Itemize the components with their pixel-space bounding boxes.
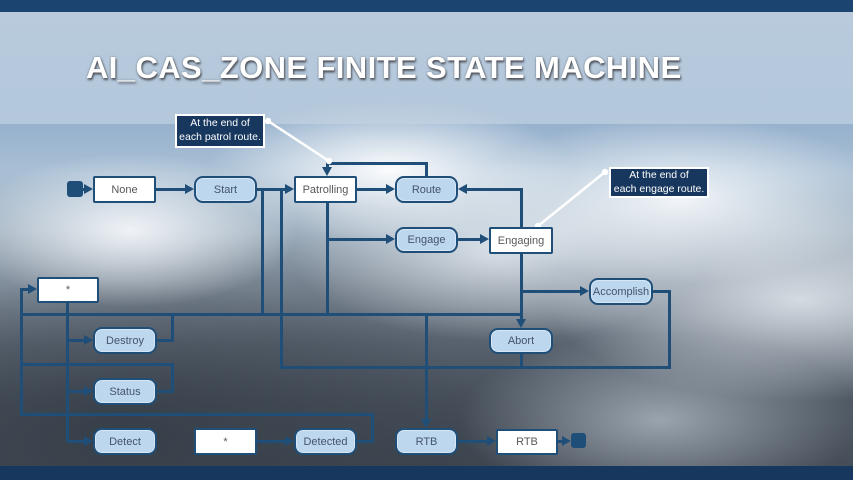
arrowhead bbox=[516, 319, 526, 328]
edge-detected-return-v bbox=[371, 413, 374, 443]
arrowhead bbox=[458, 184, 467, 194]
edge-patrolling-drop bbox=[326, 203, 329, 316]
edge-v262 bbox=[261, 190, 264, 315]
state-any-1: * bbox=[37, 277, 99, 303]
edge-engaging-drop bbox=[520, 254, 523, 320]
state-none: None bbox=[93, 176, 156, 203]
top-bar bbox=[0, 0, 853, 12]
initial-state-marker bbox=[67, 181, 83, 197]
edge-engaging-up bbox=[520, 188, 523, 229]
final-state-marker bbox=[571, 433, 586, 448]
state-engaging: Engaging bbox=[489, 227, 553, 254]
arrowhead bbox=[84, 436, 93, 446]
edge-v670 bbox=[668, 290, 671, 369]
bottom-bar bbox=[0, 466, 853, 480]
edge-status-return-v bbox=[171, 363, 174, 392]
edge-abort-drop bbox=[520, 354, 523, 368]
edge-destroy-return-v bbox=[171, 313, 174, 342]
edge-rtb-drop bbox=[425, 315, 428, 420]
state-patrolling: Patrolling bbox=[294, 176, 357, 203]
state-any-2: * bbox=[194, 428, 257, 455]
edge-detected-return-top bbox=[20, 413, 374, 416]
arrowhead bbox=[580, 286, 589, 296]
edge-to-destroy bbox=[68, 339, 85, 342]
arrowhead bbox=[386, 234, 395, 244]
arrowhead bbox=[84, 335, 93, 345]
callout-patrol-route bbox=[175, 114, 265, 148]
edge-star1-drop bbox=[66, 303, 69, 442]
event-detected: Detected bbox=[294, 428, 357, 455]
arrowhead bbox=[185, 184, 194, 194]
arrowhead bbox=[28, 284, 37, 294]
arrowhead bbox=[84, 184, 93, 194]
page-title: AI_CAS_ZONE FINITE STATE MACHINE bbox=[86, 50, 682, 85]
edge-rtb-rtb bbox=[458, 440, 488, 443]
event-detect: Detect bbox=[93, 428, 157, 455]
event-engage: Engage bbox=[395, 227, 458, 253]
edge-status-return-top bbox=[20, 363, 174, 366]
edge-patrolling-route bbox=[357, 188, 387, 191]
callout-engage-route bbox=[609, 167, 709, 198]
edge-v21 bbox=[20, 289, 23, 415]
edge-patrolling-engage bbox=[329, 238, 387, 241]
state-rtb: RTB bbox=[496, 429, 558, 455]
edge-return-bus bbox=[280, 366, 671, 369]
edge-mid-bus bbox=[20, 313, 523, 316]
edge-engaging-route bbox=[467, 188, 522, 191]
event-rtb: RTB bbox=[395, 428, 458, 455]
edge-status-return-h bbox=[157, 390, 174, 393]
callout-text: At the end of bbox=[190, 117, 250, 130]
event-accomplish: Accomplish bbox=[589, 278, 653, 305]
arrowhead bbox=[84, 386, 93, 396]
event-start: Start bbox=[194, 176, 257, 203]
edge-to-detect bbox=[68, 440, 85, 443]
arrowhead bbox=[487, 436, 496, 446]
arrowhead bbox=[480, 234, 489, 244]
edge-v281 bbox=[280, 190, 283, 368]
arrowhead bbox=[562, 436, 571, 446]
callout-text: At the end of bbox=[629, 168, 689, 181]
edge-to-status bbox=[68, 390, 85, 393]
arrowhead bbox=[285, 184, 294, 194]
edge-none-start bbox=[156, 188, 186, 191]
arrowhead bbox=[285, 436, 294, 446]
arrowhead bbox=[421, 419, 431, 428]
event-route: Route bbox=[395, 176, 458, 203]
edge-route-loop-top bbox=[326, 162, 428, 165]
event-destroy: Destroy bbox=[93, 327, 157, 354]
edge-star2-detected bbox=[257, 440, 286, 443]
callout-text: each engage route. bbox=[613, 182, 705, 195]
callout-text: each patrol route. bbox=[179, 131, 261, 143]
edge-to-accomplish bbox=[520, 290, 581, 293]
event-status: Status bbox=[93, 378, 157, 405]
event-abort: Abort bbox=[489, 328, 553, 354]
arrowhead bbox=[322, 167, 332, 176]
arrowhead bbox=[386, 184, 395, 194]
edge-engage-engaging bbox=[458, 238, 481, 241]
